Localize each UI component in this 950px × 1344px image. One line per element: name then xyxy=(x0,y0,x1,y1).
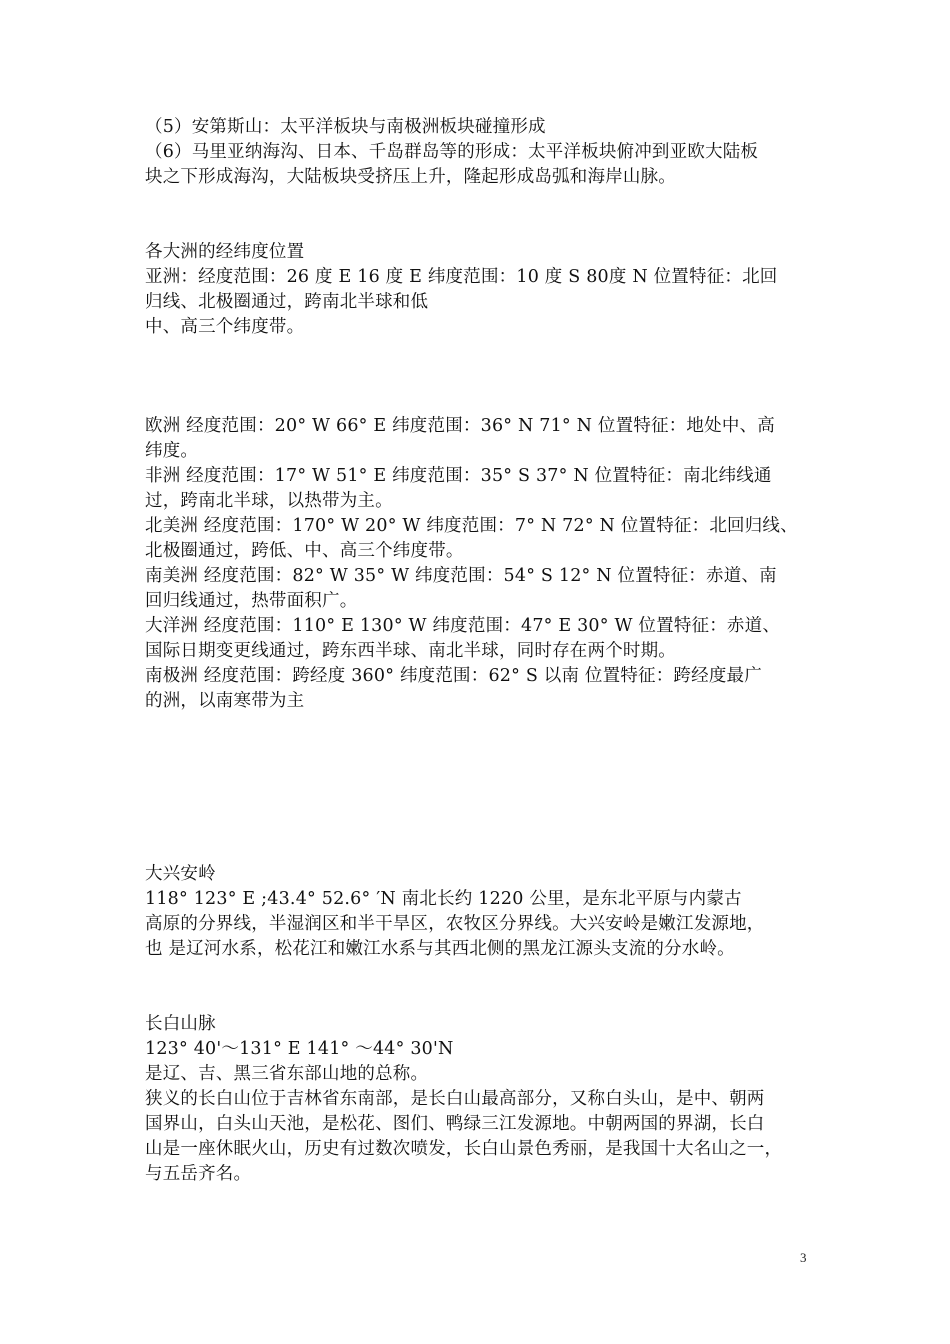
text-line: 山是一座休眠火山，历史有过数次喷发，长白山景色秀丽，是我国十大名山之一， xyxy=(145,1139,783,1159)
text-line: 大洋洲 经度范围：110° E 130° W 纬度范围：47° E 30° W 位置特征：赤道、 xyxy=(145,616,781,636)
text-line: 123° 40'～131° E 141° ～44° 30'N xyxy=(145,1039,454,1059)
text-line: 回归线通过，热带面积广。 xyxy=(145,591,358,611)
section-heading: 长白山脉 xyxy=(145,1014,216,1034)
text-line: 南极洲 经度范围：跨经度 360° 纬度范围：62° S 以南 位置特征：跨经度最广 xyxy=(145,666,762,686)
text-line: 中、高三个纬度带。 xyxy=(145,317,305,337)
text-line: 国界山，白头山天池，是松花、图们、鸭绿三江发源地。中朝两国的界湖，长白 xyxy=(145,1114,765,1134)
text-line: 北极圈通过，跨低、中、高三个纬度带。 xyxy=(145,541,464,561)
text-line: 块之下形成海沟，大陆板块受挤压上升，隆起形成岛弧和海岸山脉。 xyxy=(145,167,676,187)
text-line: 北美洲 经度范围：170° W 20° W 纬度范围：7° N 72° N 位置特征：北回归线、 xyxy=(145,516,798,536)
text-line: 南美洲 经度范围：82° W 35° W 纬度范围：54° S 12° N 位置特征：赤道、南 xyxy=(145,566,777,586)
text-line: （6）马里亚纳海沟、日本、千岛群岛等的形成：太平洋板块俯冲到亚欧大陆板 xyxy=(145,142,759,162)
text-line: 国际日期变更线通过，跨东西半球、南北半球，同时存在两个时期。 xyxy=(145,641,676,661)
text-line: 欧洲 经度范围：20° W 66° E 纬度范围：36° N 71° N 位置特征：地处中、高 xyxy=(145,416,775,436)
text-line: 过，跨南北半球，以热带为主。 xyxy=(145,491,393,511)
section-heading: 各大洲的经纬度位置 xyxy=(145,242,305,262)
text-line: 非洲 经度范围：17° W 51° E 纬度范围：35° S 37° N 位置特征：南北纬线通 xyxy=(145,466,772,486)
text-line: 是辽、吉、黑三省东部山地的总称。 xyxy=(145,1064,429,1084)
text-line: 也 是辽河水系，松花江和嫩江水系与其西北侧的黑龙江源头支流的分水岭。 xyxy=(145,939,735,959)
page-number: 3 xyxy=(800,1250,807,1265)
text-line: 亚洲：经度范围：26 度 E 16 度 E 纬度范围：10 度 S 80度 N 位置特征：北回 xyxy=(145,267,778,287)
text-line: 与五岳齐名。 xyxy=(145,1164,252,1184)
text-line: 纬度。 xyxy=(145,441,199,461)
section-heading: 大兴安岭 xyxy=(145,864,216,884)
text-line: 的洲，以南寒带为主 xyxy=(145,691,305,711)
text-line: 高原的分界线，半湿润区和半干旱区，农牧区分界线。大兴安岭是嫩江发源地， xyxy=(145,914,765,934)
text-line: 归线、北极圈通过，跨南北半球和低 xyxy=(145,292,429,312)
text-line: （5）安第斯山：太平洋板块与南极洲板块碰撞形成 xyxy=(145,117,546,137)
text-line: 狭义的长白山位于吉林省东南部，是长白山最高部分，又称白头山，是中、朝两 xyxy=(145,1089,765,1109)
text-line: 118° 123° E ;43.4° 52.6° ′N 南北长约 1220 公里，是东北平原与内蒙古 xyxy=(145,889,742,909)
